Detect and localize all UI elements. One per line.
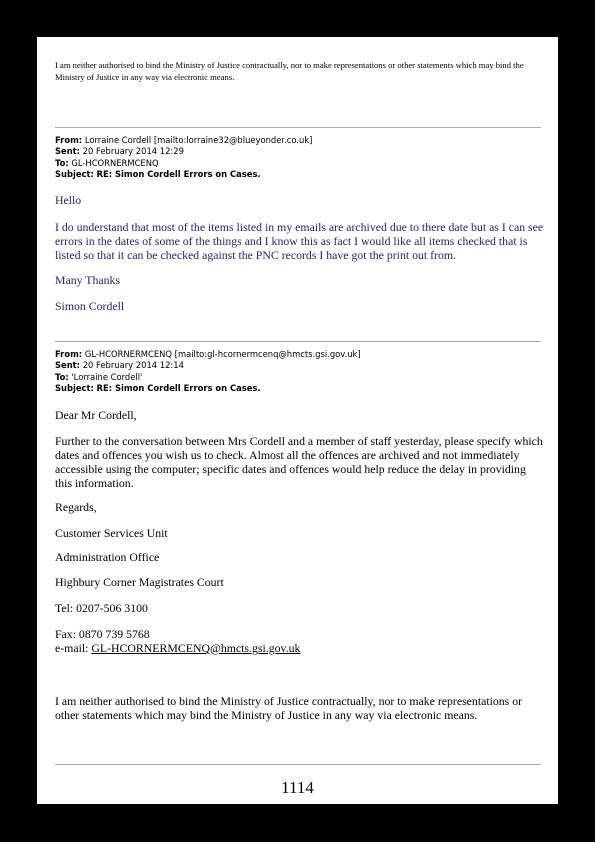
subject-value: RE: Simon Cordell Errors on Cases. [96,169,261,180]
email2-header [55,349,535,395]
from-label: From: [55,135,83,145]
from-value: Lorraine Cordell [mailto:lorraine32@blueyonder.co.uk] [84,135,313,145]
from-label: From: [55,349,83,359]
sent-value: 20 February 2014 12:14 [82,360,184,371]
subject-value: RE: Simon Cordell Errors on Cases. [96,383,261,394]
email1-body: I do understand that most of the items listed in my emails are archived due to there date but as I can see errors in the dates of some of the things and I know this as fact I would like all items checked that is listed so that it can be checked against the PNC records I have got the print out from. [55,220,544,262]
email1-header [55,135,535,181]
separator-line [55,764,541,765]
separator-line [55,127,541,128]
email2-disclaimer: I am neither authorised to bind the Ministry of Justice contractually, nor to make representations or other statements which may bind the Ministry of Justice in any way via electronic means. [55,694,523,722]
disclaimer-top: I am neither authorised to bind the Ministry of Justice contractually, nor to make representations or other statements which may bind the Ministry of Justice in any way via electronic means. [55,60,524,82]
email1-thanks: Many Thanks [55,273,120,287]
email1-greeting: Hello [55,193,82,207]
email2-office: Administration Office [55,550,160,564]
to-value: GL-HCORNERMCENQ [71,157,159,168]
sent-label: Sent: [55,360,81,371]
to-value: 'Lorraine Cordell' [71,371,143,382]
email2-email-line [55,641,545,655]
sent-value: 20 February 2014 12:29 [82,146,184,157]
email-link[interactable]: GL-HCORNERMCENQ@hmcts.gsi.gov.uk [91,641,301,655]
separator-line [55,341,541,342]
email2-body: Further to the conversation between Mrs Cordell and a member of staff yesterday, please specify which dates and offences you wish us to check. Almost all the offences are archived and not immediately accessible using the computer; specific dates and offences would help reduce the delay in providing this information. [55,434,543,490]
email2-fax: Fax: 0870 739 5768 [55,627,150,641]
document-page [37,37,558,804]
email2-regards: Regards, [55,500,97,514]
email2-greeting: Dear Mr Cordell, [55,408,137,422]
email2-unit: Customer Services Unit [55,526,168,540]
email-label: e-mail: [55,641,92,655]
from-value: GL-HCORNERMCENQ [mailto:gl-hcornermcenq@hmcts.gsi.gov.uk] [84,349,361,359]
to-label: To: [55,157,69,168]
email2-tel: Tel: 0207-506 3100 [55,601,148,615]
sent-label: Sent: [55,146,81,157]
subject-label: Subject: [55,169,94,180]
email2-court: Highbury Corner Magistrates Court [55,575,224,589]
to-label: To: [55,371,69,382]
email1-signature: Simon Cordell [55,299,125,313]
subject-label: Subject: [55,383,94,394]
page-number: 1114 [281,778,314,797]
